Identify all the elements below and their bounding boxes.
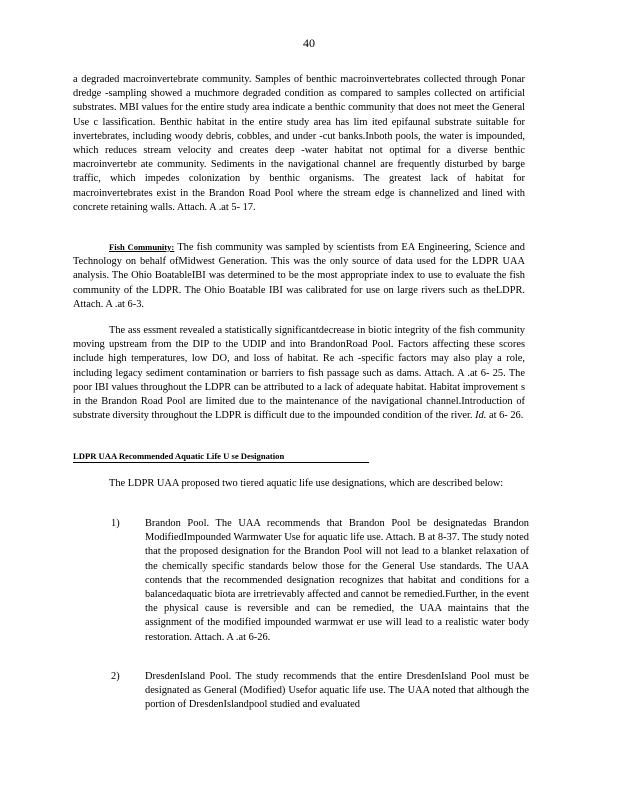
fish-community-text: The fish community was sampled by scientists from EA Engineering, Science and Technology on behalf ofMidwest Generation. This was the only source of data used for the LDPR UAA analysis. The Ohio BoatableIBI was determined to be the most appropriate index to use to evaluate the fish community of the LDPR. The Ohio Boatable IBI was calibrated for use on large rivers such as theLDPR. Attach. A .at 6-3. (73, 242, 525, 310)
paragraph-fish-community (73, 240, 525, 312)
assessment-citation: Id. (475, 410, 487, 422)
paragraph-designations-intro: The LDPR UAA proposed two tiered aquatic life use designations, which are described below: (109, 478, 504, 489)
list-item-number: 2) (111, 671, 120, 682)
assessment-page-ref: at 6- 26. (489, 410, 524, 422)
page-number: 40 (303, 36, 315, 50)
paragraph-assessment (73, 324, 525, 423)
list-item (111, 670, 529, 713)
assessment-text: The ass essment revealed a statistically significantdecrease in biotic integrity of the fish community moving upstream from the DIP to the UDIP and into BrandonRoad Pool. Factors affecting these scores include high temperatures, low DO, and loss of habitat. Re ach -specific factors may also play a role, including legacy sediment contamination or barriers to fish passage such as dams. Attach. A .at 6- 25. The poor IBI values throughout the LDPR can be attributed to a lack of adequate habitat. Habitat improvement s in the Brandon Road Pool are limited due to the maintenance of the navigational channel.Introduction of substrate diversity throughout the LDPR is difficult due to the impounded condition of the river. (73, 325, 525, 422)
fish-community-heading: Fish Community: (109, 242, 175, 252)
section-heading: LDPR UAA Recommended Aquatic Life U se Designation (73, 451, 369, 463)
paragraph-benthic: a degraded macroinvertebrate community. Samples of benthic macroinvertebrates collected through Ponar dredge -sampling showed a muchmore degraded condition as compared to samples collected on artificial substrates. MBI values for the entire study area indicate a benthic community that does not meet the General Use c lassification. Benthic habitat in the entire study area has lim ited epifaunal substrate suitable for invertebrates, including woody debris, cobbles, and under -cut banks.Inboth pools, the water is impounded, which reduces stream velocity and creates deep -water habitat not optimal for a diverse benthic macroinvertebr ate community. Sediments in the navigational channel are frequently disturbed by barge traffic, which impedes colonization by benthic organisms. The greatest lack of habitat for macroinvertebrates exist in the Brandon Road Pool where the stream edge is channelized and lined with concrete retaining walls. Attach. A .at 5- 17. (73, 74, 525, 213)
list-item-text: Brandon Pool. The UAA recommends that Brandon Pool be designatedas Brandon ModifiedImpounded Warmwater Use for aquatic life use. Attach. B at 8-37. The study noted that the proposed designation for the Brandon Pool will not lead to a blanket relaxation of the chemically specific standards below those for the General Use standards. The UAA contends that the recommended designation recognizes that habitat and conditions for a balancedaquatic biota are irretrievably affected and cannot be remedied.Further, in the event the physical cause is reversible and can be remedied, the UAA maintains that the assignment of the modified impounded warmwat er use will lead to a realistic water body restoration. Attach. A .at 6-26. (145, 518, 529, 643)
list-item-text: DresdenIsland Pool. The study recommends that the entire DresdenIsland Pool must be designated as General (Modified) Usefor aquatic life use. The UAA noted that although the portion of DresdenIslandpool studied and evaluated (145, 671, 529, 711)
list-item-number: 1) (111, 518, 120, 529)
list-item (111, 517, 529, 645)
